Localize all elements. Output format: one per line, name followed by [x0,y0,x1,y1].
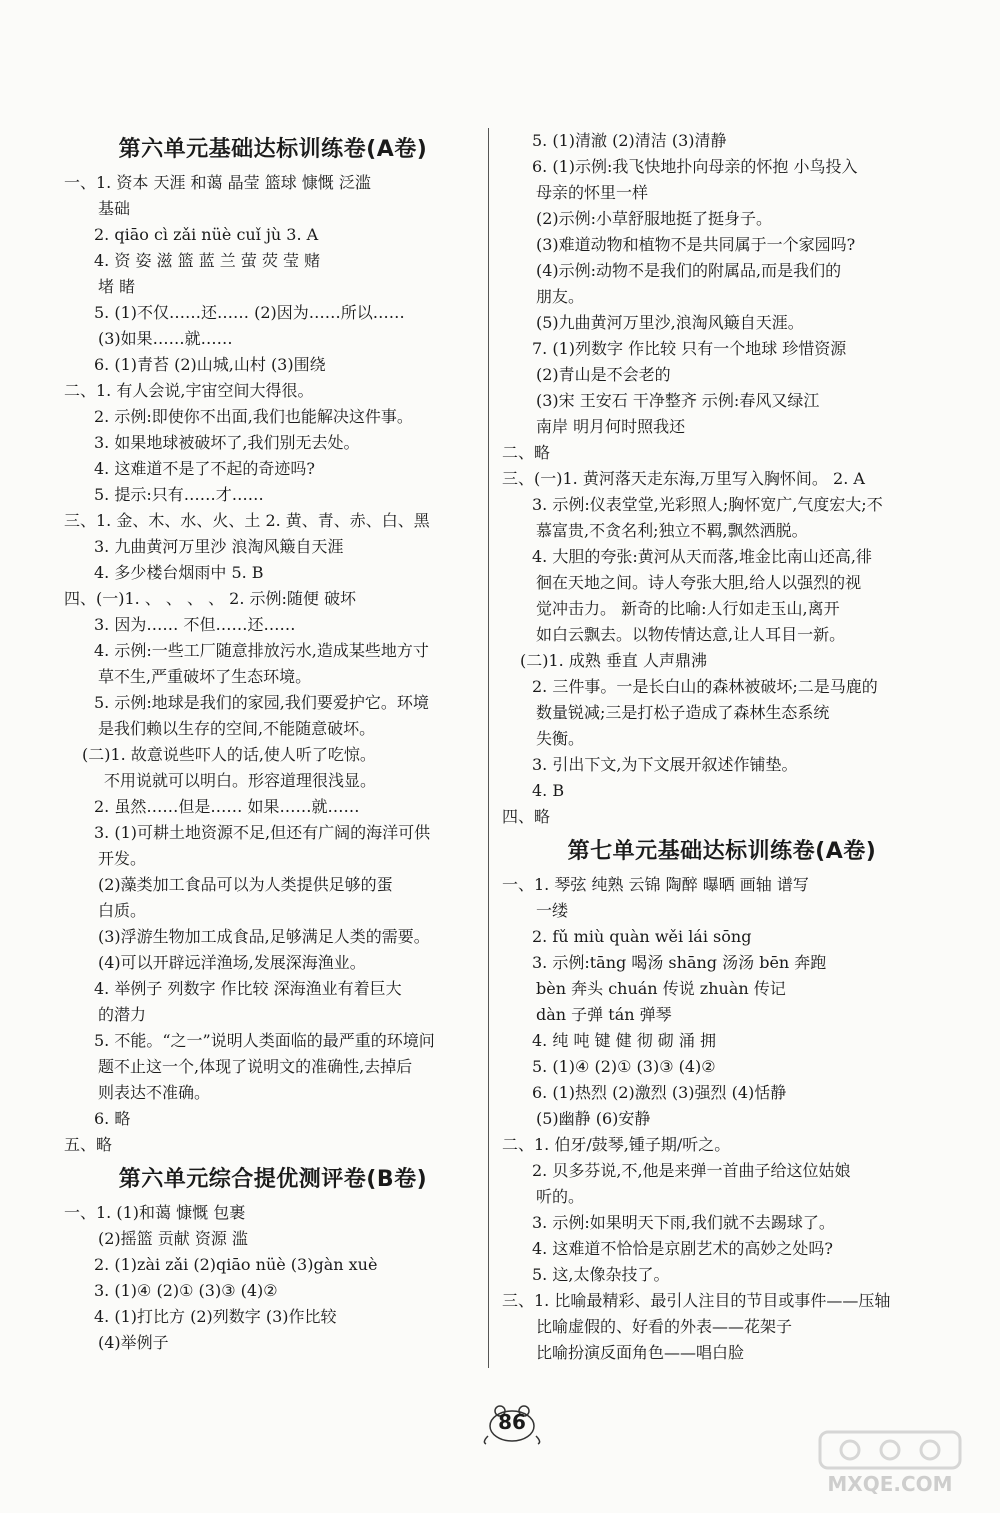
answer-line: 一缕 [536,901,569,920]
answer-line: 3. 示例:如果明天下雨,我们就不去踢球了。 [532,1213,835,1232]
answer-line: 听的。 [536,1187,585,1206]
answer-line: 4. 大胆的夸张:黄河从天而落,堆金比南山还高,徘 [532,547,872,566]
answer-line: 5. 这,太像杂技了。 [532,1265,670,1284]
answer-line: 五、略 [64,1135,113,1154]
answer-line: (3)浮游生物加工成食品,足够满足人类的需要。 [98,927,430,946]
answer-line: 二、1. 有人会说,宇宙空间大得很。 [64,381,314,400]
answer-line: 5. 不能。“之一”说明人类面临的最严重的环境问 [94,1031,435,1050]
answer-line: 比喻虚假的、好看的外表——花架子 [536,1317,793,1336]
answer-line: 4. 多少楼台烟雨中 5. B [94,563,264,582]
answer-line: 3. (1)④ (2)① (3)③ (4)② [94,1281,278,1300]
answer-line: 3. (1)可耕土地资源不足,但还有广阔的海洋可供 [94,823,431,842]
answer-line: 一、1. (1)和蔼 慷慨 包裹 [64,1203,246,1222]
answer-line: 6. (1)热烈 (2)激烈 (3)强烈 (4)恬静 [532,1083,787,1102]
answer-line: (2)示例:小草舒服地挺了挺身子。 [536,209,773,228]
answer-line: dàn 子弹 tán 弹琴 [536,1005,672,1024]
answer-line: (2)藻类加工食品可以为人类提供足够的蛋 [98,875,393,894]
answer-line: 2. 虽然……但是…… 如果……就…… [94,797,360,816]
answer-line: 4. 资 姿 滋 篮 蓝 兰 萤 荧 莹 赌 [94,251,321,270]
answer-line: 母亲的怀里一样 [536,183,649,202]
answer-line: 是我们赖以生存的空间,不能随意破坏。 [98,719,376,738]
answer-line: 觉冲击力。 新奇的比喻:人行如走玉山,离开 [536,599,840,618]
answer-line: 草不生,严重破坏了生态环境。 [98,667,312,686]
answer-line: 5. 示例:地球是我们的家园,我们要爱护它。环境 [94,693,429,712]
answer-line: 2. qiāo cì zǎi nüè cuǐ jù 3. A [94,225,319,244]
answer-line: 南岸 明月何时照我还 [536,417,686,436]
answer-line: 3. 引出下文,为下文展开叙述作铺垫。 [532,755,798,774]
answer-line: 则表达不准确。 [98,1083,211,1102]
answer-line: 4. 这难道不恰恰是京剧艺术的高妙之处吗? [532,1239,833,1258]
answer-line: 一、1. 资本 天涯 和蔼 晶莹 篮球 慷慨 泛滥 [64,173,371,192]
answer-line: 二、1. 伯牙/鼓琴,锺子期/听之。 [502,1135,731,1154]
answer-line: (5)幽静 (6)安静 [536,1109,651,1128]
answer-line: 5. 提示:只有……才…… [94,485,264,504]
answer-line: 堵 睹 [98,277,136,296]
answer-line: bèn 奔头 chuán 传说 zhuàn 传记 [536,979,786,998]
answer-line: 3. 因为…… 不但……还…… [94,615,296,634]
answer-line: 4. B [532,781,565,800]
answer-line: 三、(一)1. 黄河落天走东海,万里写入胸怀间。 2. A [502,469,865,488]
answer-line: (3)如果……就…… [98,329,233,348]
section-heading: 第六单元基础达标训练卷(A卷) [118,137,428,162]
right-column [502,128,942,1366]
answer-line: 如白云飘去。以物传情达意,让人耳目一新。 [536,625,846,644]
answer-line: 4. (1)打比方 (2)列数字 (3)作比较 [94,1307,337,1326]
answer-line: 朋友。 [536,287,585,306]
answer-line: 比喻扮演反面角色——唱白脸 [536,1343,745,1362]
answer-line: 7. (1)列数字 作比较 只有一个地球 珍惜资源 [532,339,847,358]
answer-line: (4)示例:动物不是我们的附属品,而是我们的 [536,261,842,280]
answer-line: 基础 [98,199,131,218]
answer-line: 4. 纯 吨 键 健 彻 砌 涌 拥 [532,1031,716,1050]
page-number: 86 [498,1410,526,1434]
answer-line: 三、1. 比喻最精彩、最引人注目的节目或事件——压轴 [502,1291,891,1310]
left-column [64,128,482,1356]
answer-line: 6. (1)青苔 (2)山城,山村 (3)围绕 [94,355,326,374]
answer-line: 二、略 [502,443,551,462]
answer-line: 3. 示例:仪表堂堂,光彩照人;胸怀宽广,气度宏大;不 [532,495,883,514]
answer-line: (5)九曲黄河万里沙,浪淘风簸自天涯。 [536,313,804,332]
answer-line: 6. 略 [94,1109,131,1128]
answer-line: 开发。 [98,849,147,868]
answer-line: 2. fǔ miù quàn wěi lái sōng [532,927,752,946]
answer-line: (2)青山是不会老的 [536,365,671,384]
answer-line: 题不止这一个,体现了说明文的准确性,去掉后 [98,1057,413,1076]
answer-line: 3. 九曲黄河万里沙 浪淘风簸自天涯 [94,537,344,556]
answer-line: 4. 举例子 列数字 作比较 深海渔业有着巨大 [94,979,402,998]
answer-line: 3. 示例:tāng 喝汤 shāng 汤汤 bēn 奔跑 [532,953,827,972]
answer-line: 3. 如果地球被破坏了,我们别无去处。 [94,433,360,452]
answer-line: (二)1. 故意说些吓人的话,使人听了吃惊。 [82,745,376,764]
answer-line: 的潜力 [98,1005,147,1024]
answer-line: (二)1. 成熟 垂直 人声鼎沸 [520,651,708,670]
answer-line: 4. 这难道不是了不起的奇迹吗? [94,459,315,478]
section-heading: 第七单元基础达标训练卷(A卷) [567,839,877,864]
answer-line: (3)宋 王安石 干净整齐 示例:春风又绿江 [536,391,820,410]
answer-line: 数量锐减;三是打松子造成了森林生态系统 [536,703,830,722]
answer-line: 四、略 [502,807,551,826]
watermark-text: MXQE.COM [827,1472,953,1496]
answer-line: 5. (1)清澈 (2)清洁 (3)清静 [532,131,727,150]
answer-line: 2. 三件事。一是长白山的森林被破坏;二是马鹿的 [532,677,878,696]
answer-line: 不用说就可以明白。形容道理很浅显。 [104,771,377,790]
answer-line: 徊在天地之间。诗人夸张大胆,给人以强烈的视 [536,573,862,592]
answer-line: 5. (1)不仅……还…… (2)因为……所以…… [94,303,405,322]
column-divider [488,128,489,1368]
answer-line: 四、(一)1. 、 、 、 、 2. 示例:随便 破坏 [64,589,357,608]
answer-line: 一、1. 琴弦 纯熟 云锦 陶醉 曝晒 画轴 谱写 [502,875,809,894]
watermark-logo-icon [800,1428,980,1472]
site-watermark [800,1428,980,1498]
answer-line: 5. (1)④ (2)① (3)③ (4)② [532,1057,716,1076]
answer-line: (4)可以开辟远洋渔场,发展深海渔业。 [98,953,366,972]
answer-line: 慕富贵,不贪名利;独立不羁,飘然洒脱。 [536,521,808,540]
answer-line: 2. 示例:即使你不出面,我们也能解决这件事。 [94,407,413,426]
page-number-badge [482,1402,542,1446]
answer-line: 三、1. 金、木、水、火、土 2. 黄、青、赤、白、黑 [64,511,430,530]
answer-line: (4)举例子 [98,1333,169,1352]
answer-line: 2. (1)zài zǎi (2)qiāo nüè (3)gàn xuè [94,1255,378,1274]
answer-line: 6. (1)示例:我飞快地扑向母亲的怀抱 小鸟投入 [532,157,858,176]
answer-line: 2. 贝多芬说,不,他是来弹一首曲子给这位姑娘 [532,1161,851,1180]
answer-line: 失衡。 [536,729,585,748]
answer-line: (2)摇篮 贡献 资源 滥 [98,1229,248,1248]
answer-line: 白质。 [98,901,147,920]
answer-line: 4. 示例:一些工厂随意排放污水,造成某些地方寸 [94,641,429,660]
answer-line: (3)难道动物和植物不是共同属于一个家园吗? [536,235,856,254]
section-heading: 第六单元综合提优测评卷(B卷) [118,1167,428,1192]
